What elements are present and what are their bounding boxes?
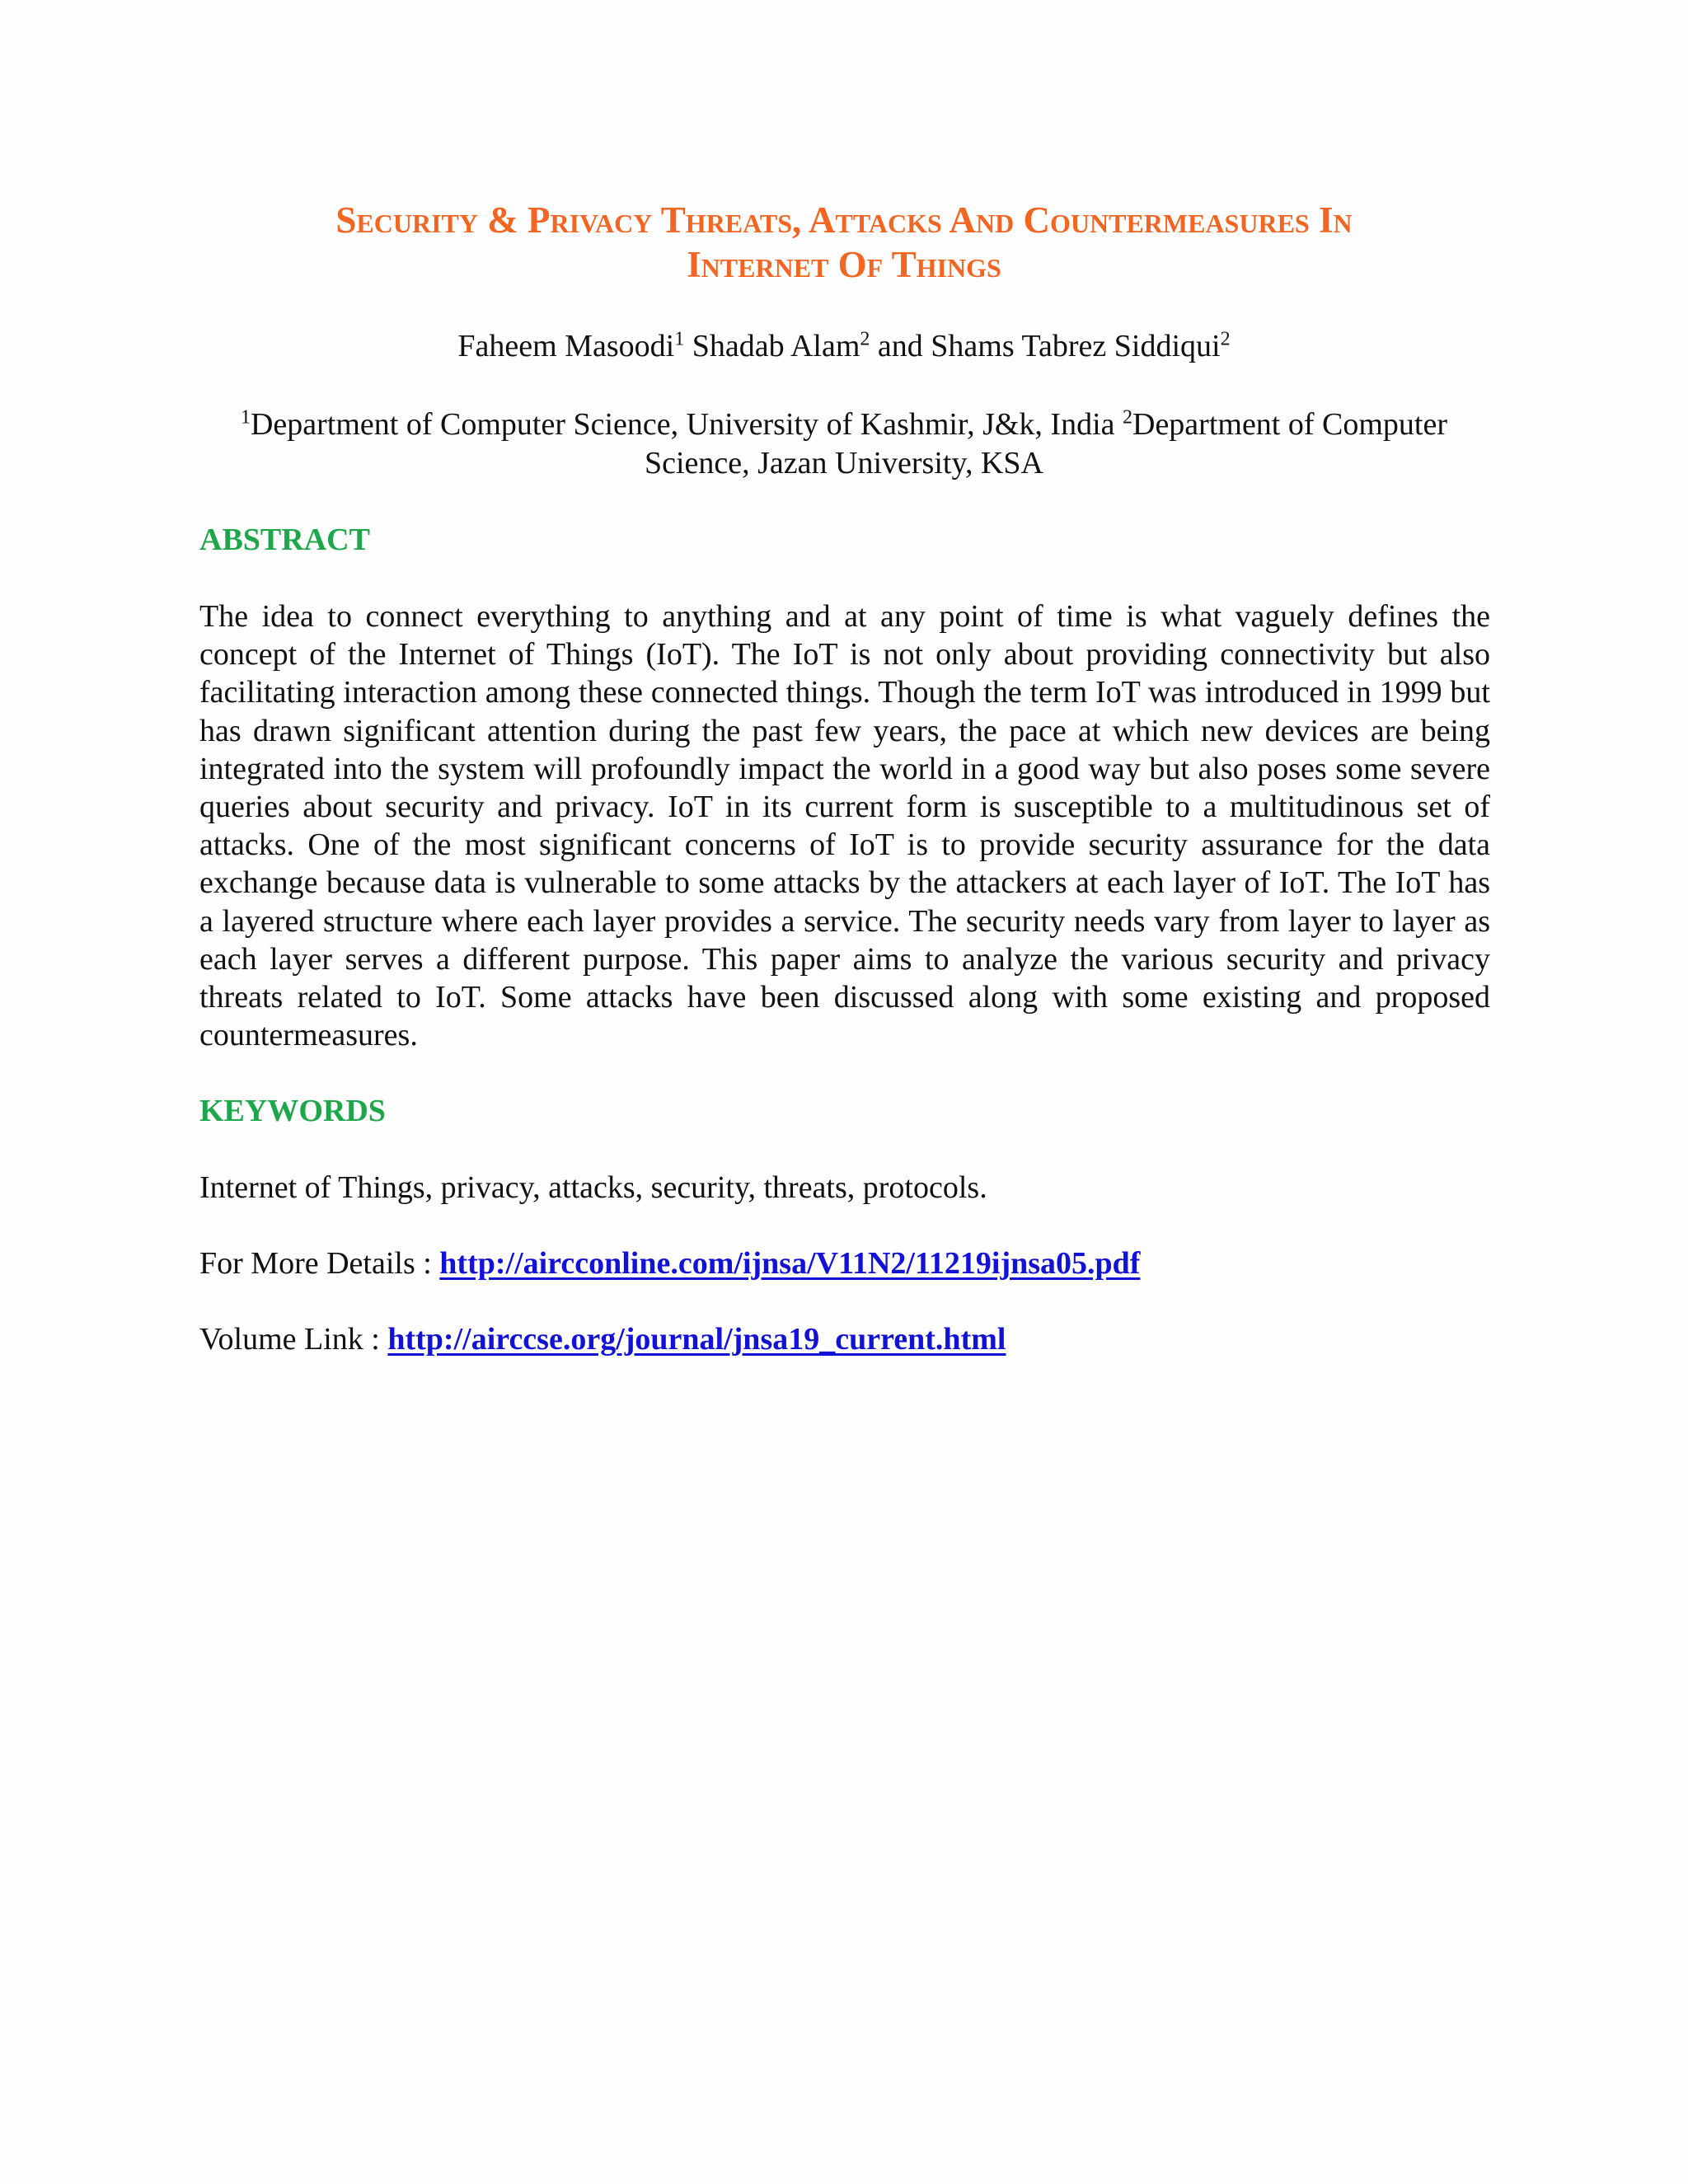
author-name: Faheem Masoodi (457, 329, 675, 363)
more-details-link[interactable]: http://aircconline.com/ijnsa/V11N2/11219ijnsa05.pdf (439, 1246, 1141, 1281)
more-details-line (199, 1244, 1140, 1282)
author-conjunction: and (877, 329, 923, 363)
author-affiliation-mark: 2 (860, 328, 870, 350)
affiliation-1-text: Department of Computer Science, University of Kashmir, J&k, India (250, 407, 1115, 442)
affiliation-2-text-end: Science, Jazan University, KSA (644, 446, 1044, 480)
author-list (198, 327, 1490, 365)
author-affiliation-mark: 2 (1220, 328, 1231, 350)
title-line-2: Internet Of Things (687, 244, 1001, 285)
volume-link[interactable]: http://airccse.org/journal/jnsa19_current.html (387, 1322, 1006, 1357)
affiliation-1-mark: 1 (240, 406, 251, 429)
paper-title (198, 198, 1490, 287)
more-details-label: For More Details : (199, 1246, 432, 1281)
abstract-text: The idea to connect everything to anything and at any point of time is what vaguely defines the concept of the Internet of Things (IoT). The IoT is not only about providing connectivity but also facilitating interaction among these connected things. Though the term IoT was introduced in 1999 but has drawn significant attention during the past few years, the pace at which new devices are being integrated into the system will profoundly impact the world in a good way but also poses some severe queries about security and privacy. IoT in its current form is susceptible to a multitudinous set of attacks. One of the most significant concerns of IoT is to provide security assurance for the data exchange because data is vulnerable to some attacks by the attackers at each layer of IoT. The IoT has a layered structure where each layer provides a service. The security needs vary from layer to layer as each layer serves a different purpose. This paper aims to analyze the various security and privacy threats related to IoT. Some attacks have been discussed along with some existing and proposed countermeasures. (199, 599, 1490, 1053)
author-name: Shams Tabrez Siddiqui (931, 329, 1221, 363)
keywords-text: Internet of Things, privacy, attacks, security, threats, protocols. (199, 1170, 987, 1205)
author-affiliation-mark: 1 (674, 328, 685, 350)
title-line-1: Security & Privacy Threats, Attacks And Countermeasures In (335, 199, 1353, 241)
author-name: Shadab Alam (692, 329, 860, 363)
affiliation-line-1 (198, 405, 1490, 444)
abstract-heading: ABSTRACT (199, 523, 370, 557)
affiliation-2-mark: 2 (1123, 406, 1132, 429)
affiliation-2-text-start: Department of Computer (1132, 407, 1448, 442)
volume-link-label: Volume Link : (199, 1322, 380, 1357)
keywords-heading: KEYWORDS (199, 1094, 386, 1128)
affiliations (198, 405, 1490, 483)
volume-link-line (199, 1320, 1006, 1358)
